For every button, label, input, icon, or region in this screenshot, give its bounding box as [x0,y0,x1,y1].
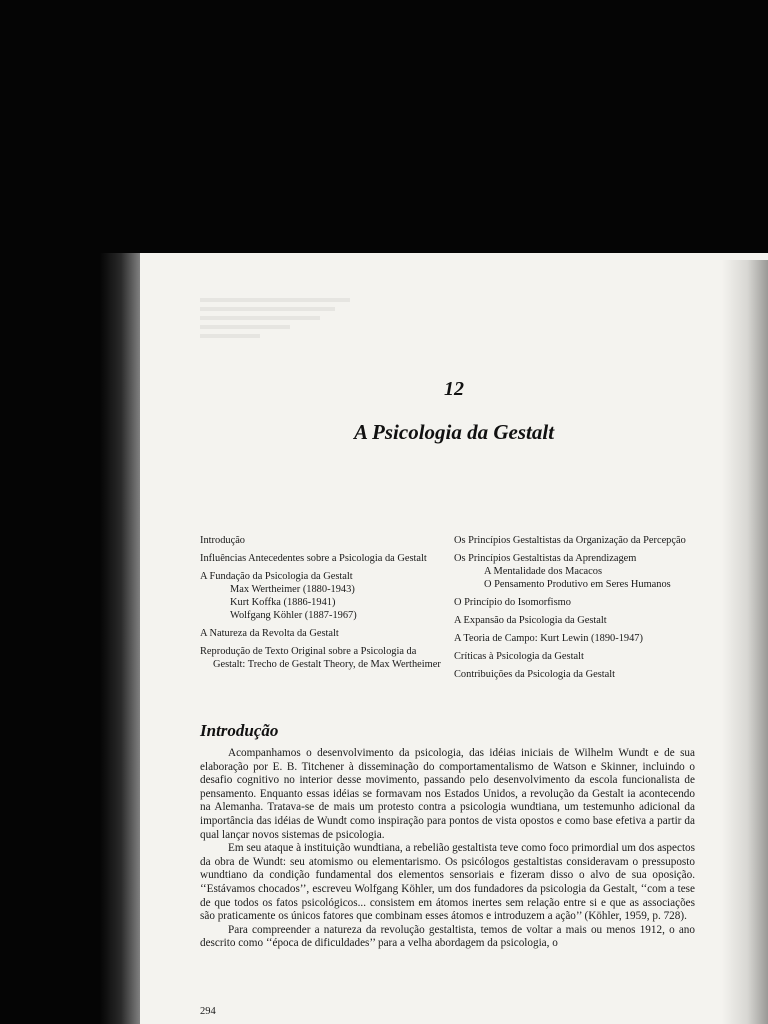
toc-entry [200,645,450,671]
toc-entry-title: Os Princípios Gestaltistas da Aprendizagem [454,553,637,564]
toc-entry-title: A Expansão da Psicologia da Gestalt [454,615,607,626]
paragraph: Para compreender a natureza da revolução gestaltista, temos de voltar a mais ou menos 1912, o ano descrito como ‘‘época de dificuldades’’ para a velha abordagem da psicologia, o [200,923,695,950]
page-number: 294 [200,1006,216,1017]
toc-entry [200,534,450,547]
toc-entry-title: A Natureza da Revolta da Gestalt [200,628,339,639]
toc-entry-title: Contribuições da Psicologia da Gestalt [454,669,616,680]
toc-entry-title: O Princípio do Isomorfismo [454,597,571,608]
bleed-through-text [200,293,360,343]
section-heading: Introdução [200,721,279,740]
book-page [140,253,768,1024]
toc-entry [200,627,450,640]
toc-entry [454,668,699,681]
toc-entry [454,614,699,627]
paragraph: Em seu ataque à instituição wundtiana, a rebelião gestaltista teve como foco primordial um dos aspectos da obra de Wundt: seu atomismo ou elementarismo. Os psicólogos gestaltistas consideravam o pressuposto wundtiano da condição fundamental dos elementos sensoriais e fizeram disso o alvo de sua oposição. ‘‘Estávamos chocados’’, escreveu Wolfgang Köhler, um dos fundadores da psicologia da Gestalt, ‘‘com a tese de que todos os fatos psicológicos... consistem em átomos inertes sem relação entre si e que as associações são praticamente os únicos fatores que combinam esses átomos e introduzem a ação’’ (Köhler, 1959, p. 728). [200,842,695,923]
chapter-number: 12 [444,378,464,400]
toc-entry-title: A Teoria de Campo: Kurt Lewin (1890-1947) [454,633,643,644]
toc-entry [454,632,699,645]
toc-entry-title: Influências Antecedentes sobre a Psicologia da Gestalt [200,553,427,564]
page-edge-shadow [722,260,768,1024]
toc-entry [454,552,699,591]
toc-entry-title: Introdução [200,535,246,546]
toc-subentry: Wolfgang Köhler (1887-1967) [230,610,357,621]
toc-subentry: A Mentalidade dos Macacos [484,566,603,577]
paragraph: Acompanhamos o desenvolvimento da psicologia, das idéias iniciais de Wilhelm Wundt e de sua elaboração por E. B. Titchener à disseminação do comportamentalismo de Watson e Skinner, incluindo o desafio cognitivo no interior desse movimento, passando pelo desenvolvimento da escola funcionalista de pensamento. Enquanto essas idéias se formavam nos Estados Unidos, a revolução da Gestalt ia acontecendo na Alemanha. Tratava-se de mais um protesto contra a psicologia wundtiana, um testemunho adicional da importância das idéias de Wundt como inspiração para pontos de vista opostos e como base efetiva a partir da qual lançar novos sistemas de psicologia. [200,747,695,841]
toc-left-column [200,534,450,676]
toc-entry-title: Reprodução de Texto Original sobre a Psicologia da Gestalt: Trecho de Gestalt Theory, de Max Wertheimer [200,646,441,670]
toc-entry-title: Os Princípios Gestaltistas da Organização da Percepção [454,535,686,546]
toc-right-column [454,534,699,686]
chapter-title: A Psicologia da Gestalt [353,420,555,444]
toc-entry [200,570,450,622]
toc-entry [200,552,450,565]
toc-entry [454,596,699,609]
toc-entry-title: A Fundação da Psicologia da Gestalt [200,571,353,582]
toc-subentry: O Pensamento Produtivo em Seres Humanos [484,579,671,590]
toc-subentry: Kurt Koffka (1886-1941) [230,597,336,608]
toc-entry [454,534,699,547]
body-text [200,747,695,951]
toc-entry-title: Críticas à Psicologia da Gestalt [454,651,584,662]
toc-entry [454,650,699,663]
toc-subentry: Max Wertheimer (1880-1943) [230,584,355,595]
